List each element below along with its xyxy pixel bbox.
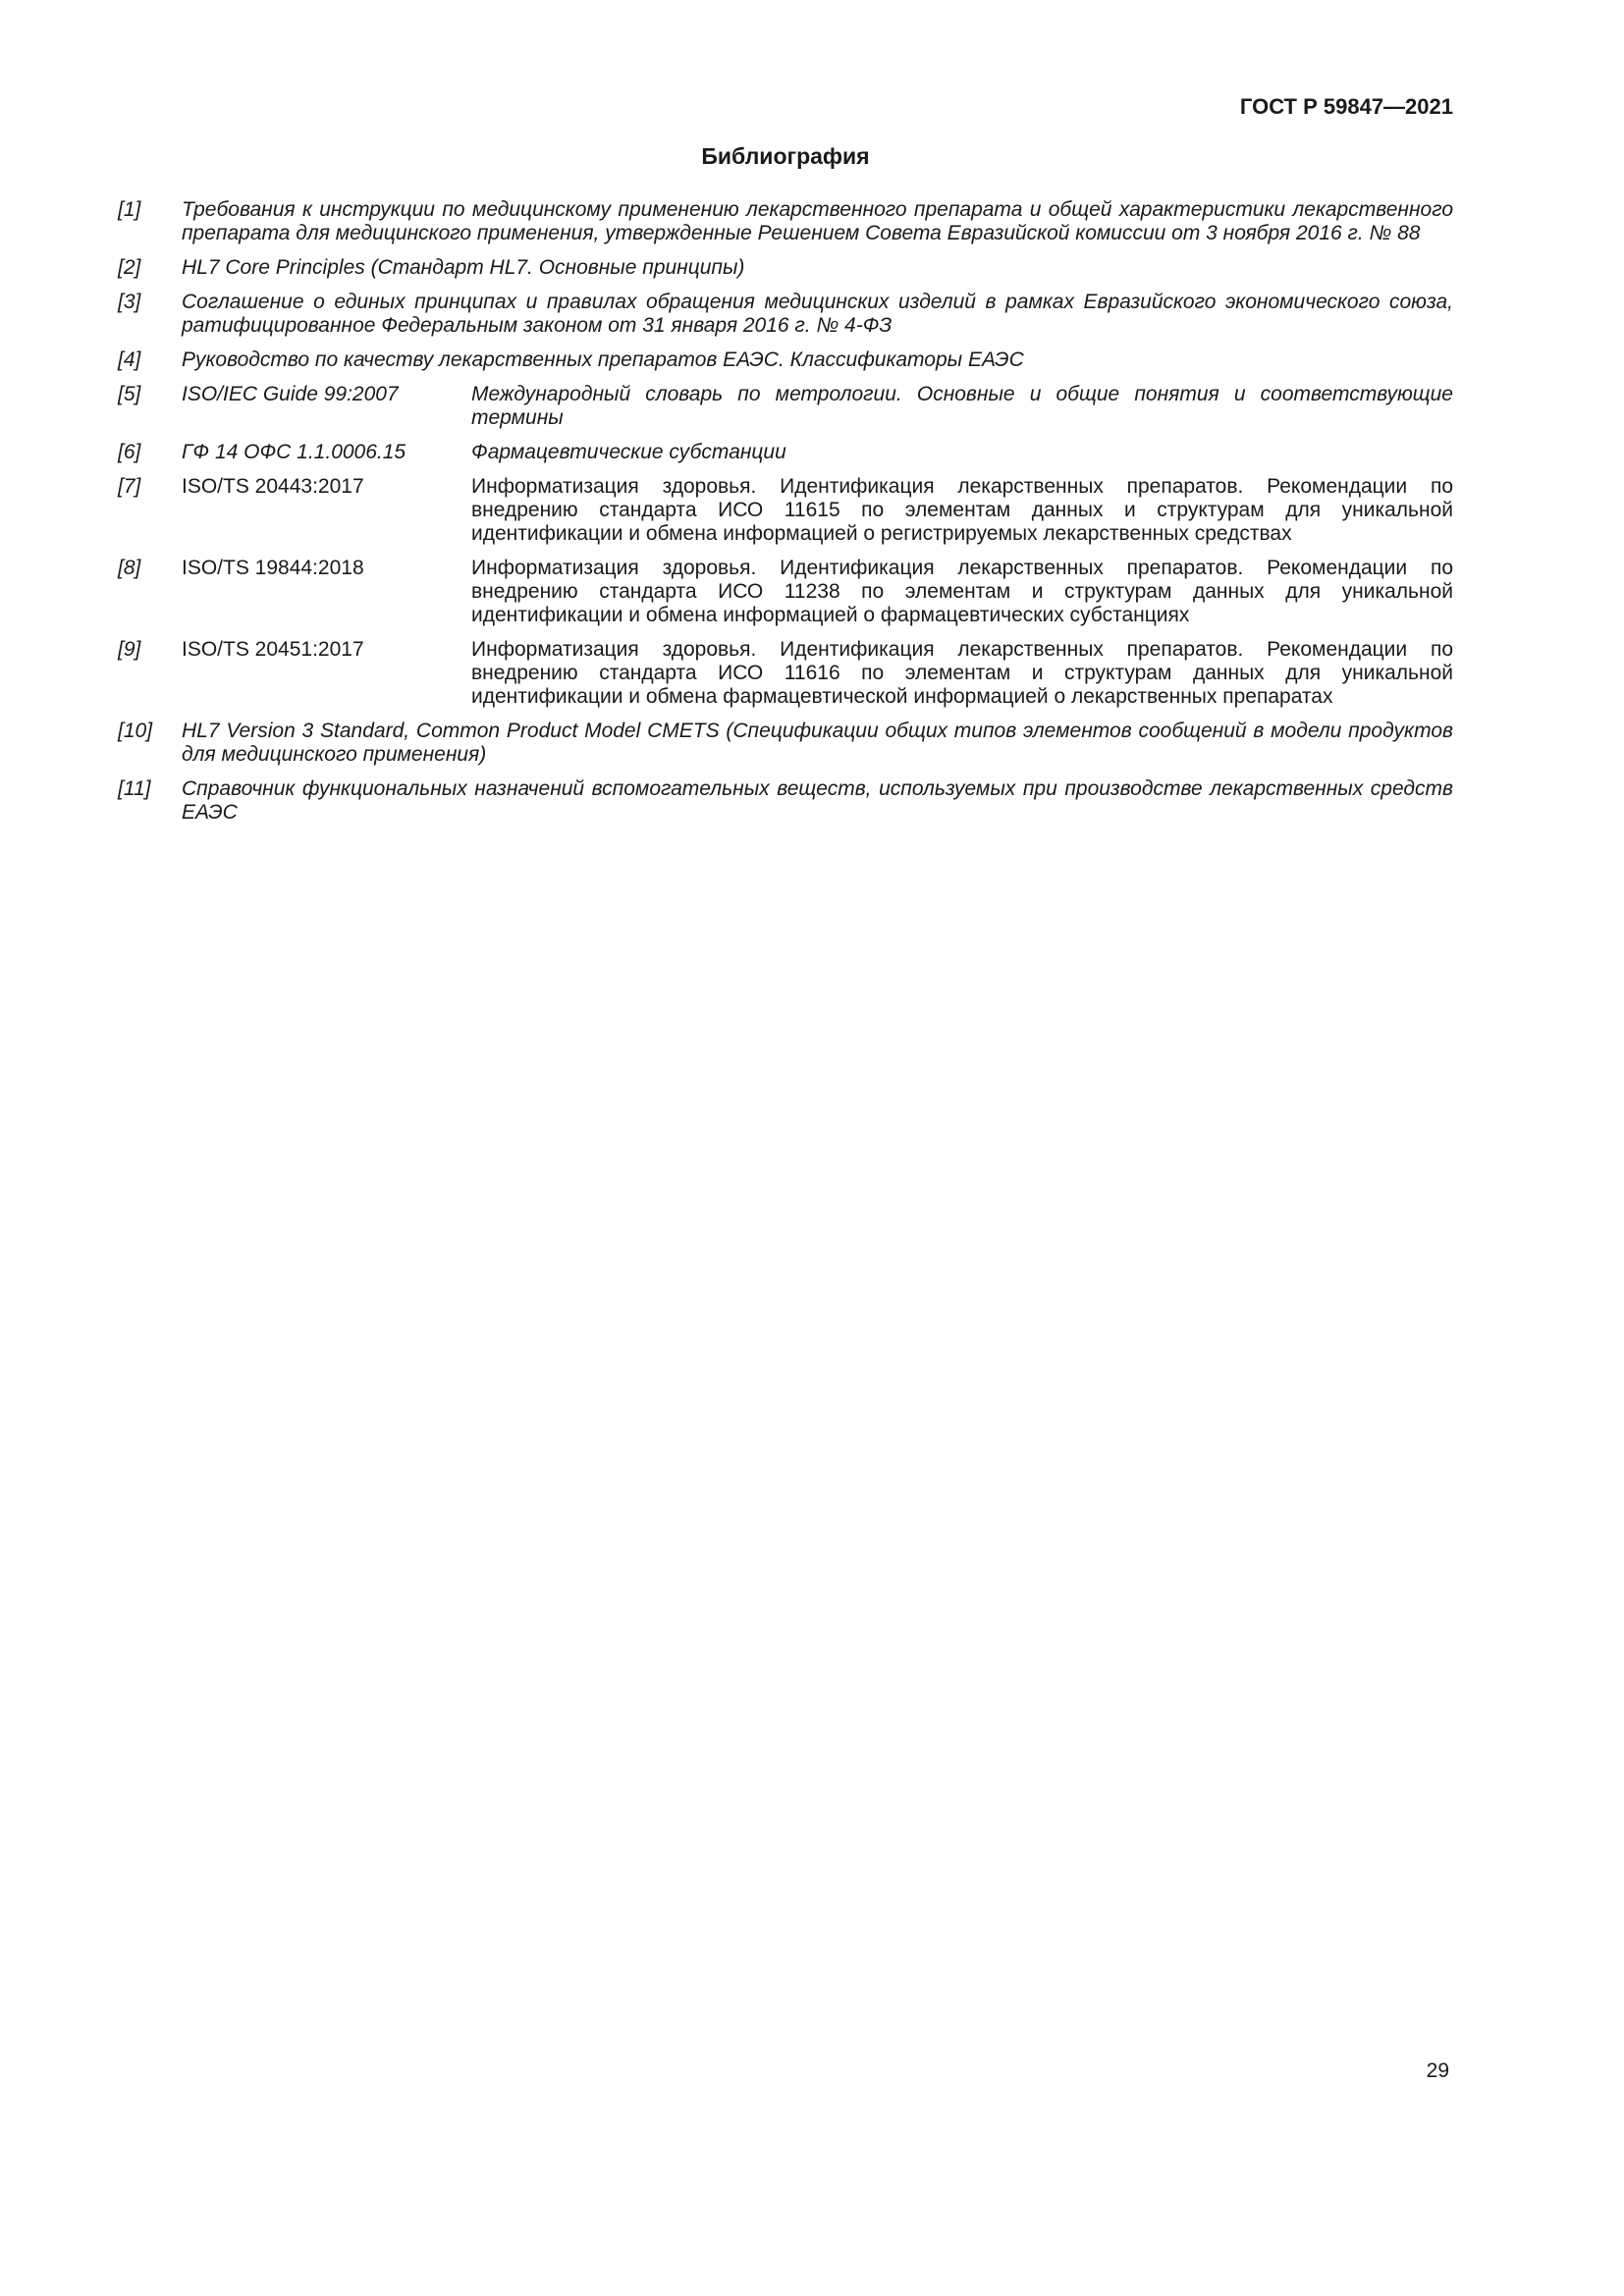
bibliography-list	[118, 198, 1453, 835]
reference-text: Требования к инструкции по медицинскому применению лекарственного препарата и общей характеристики лекарственного препарата для медицинского применения, утвержденные Решением Совета Евразийской комиссии от 3 ноября 2016 г. № 88	[182, 198, 1453, 244]
reference-code: ISO/TS 20451:2017	[182, 638, 364, 661]
reference-item	[118, 475, 1453, 546]
reference-code: ISO/TS 20443:2017	[182, 475, 364, 498]
reference-number: [1]	[118, 198, 141, 221]
reference-number: [4]	[118, 348, 141, 371]
reference-number: [10]	[118, 720, 153, 742]
reference-item	[118, 291, 1453, 338]
reference-item	[118, 383, 1453, 430]
reference-code: ISO/IEC Guide 99:2007	[182, 383, 399, 405]
page-title: Библиография	[701, 143, 870, 169]
reference-item	[118, 557, 1453, 627]
reference-text: Фармацевтические субстанции	[471, 441, 786, 463]
reference-item	[118, 777, 1453, 825]
reference-number: [7]	[118, 475, 141, 498]
reference-number: [6]	[118, 441, 141, 463]
reference-item	[118, 720, 1453, 767]
reference-item	[118, 638, 1453, 709]
reference-text: HL7 Version 3 Standard, Common Product Model CMETS (Спецификации общих типов элементов сообщений в модели продуктов для медицинского применения)	[182, 720, 1453, 766]
reference-item	[118, 198, 1453, 245]
reference-text: Информатизация здоровья. Идентификация лекарственных препаратов. Рекомендации по внедрению стандарта ИСО 11615 по элементам данных и структурам для уникальной идентификации и обмена информацией о регистрируемых лекарственных средствах	[471, 475, 1453, 545]
reference-text: Международный словарь по метрологии. Основные и общие понятия и соответствующие термины	[471, 383, 1453, 429]
reference-number: [8]	[118, 557, 141, 579]
reference-code: ISO/TS 19844:2018	[182, 557, 364, 579]
reference-number: [3]	[118, 291, 141, 313]
doc-code: ГОСТ Р 59847—2021	[1239, 94, 1453, 119]
reference-text: Руководство по качеству лекарственных препаратов ЕАЭС. Классификаторы ЕАЭС	[182, 348, 1024, 371]
page-number: 29	[1426, 2059, 1449, 2082]
reference-text: Информатизация здоровья. Идентификация лекарственных препаратов. Рекомендации по внедрению стандарта ИСО 11616 по элементам и структурам данных для уникальной идентификации и обмена фармацевтической информацией о лекарственных препаратах	[471, 638, 1453, 708]
reference-text: Справочник функциональных назначений вспомогательных веществ, используемых при производстве лекарственных средств ЕАЭС	[182, 777, 1453, 824]
reference-text: HL7 Core Principles (Стандарт HL7. Основные принципы)	[182, 256, 745, 279]
reference-text: Информатизация здоровья. Идентификация лекарственных препаратов. Рекомендации по внедрению стандарта ИСО 11238 по элементам и структурам данных для уникальной идентификации и обмена информацией о фармацевтических субстанциях	[471, 557, 1453, 626]
reference-item	[118, 441, 1453, 464]
reference-number: [2]	[118, 256, 141, 279]
reference-number: [11]	[118, 777, 151, 800]
reference-number: [9]	[118, 638, 141, 661]
reference-number: [5]	[118, 383, 141, 405]
reference-item	[118, 256, 1453, 280]
reference-code: ГФ 14 ОФС 1.1.0006.15	[182, 441, 406, 463]
reference-item	[118, 348, 1453, 372]
reference-text: Соглашение о единых принципах и правилах обращения медицинских изделий в рамках Евразийского экономического союза, ратифицированное Федеральным законом от 31 января 2016 г. № 4-ФЗ	[182, 291, 1453, 337]
